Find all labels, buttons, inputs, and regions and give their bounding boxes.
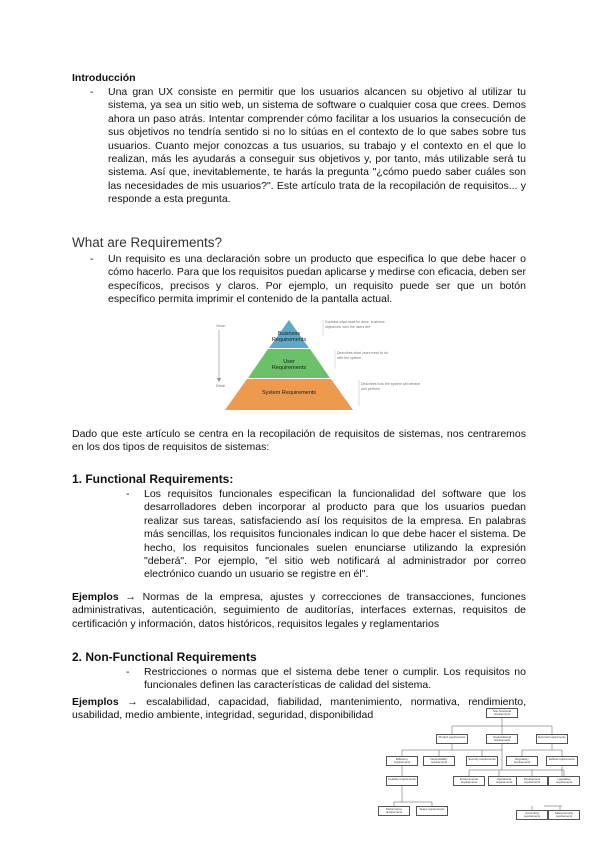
arrow-icon: → [127,696,138,708]
tree-product-node: Product requirements [436,734,468,744]
nonfunctional-examples-label: Ejemplos [72,696,119,708]
tree-performance-node: Performance requirements [378,806,410,816]
bullet-dash: - [126,666,130,678]
tree-root-node: Non-functional requirements [486,708,518,718]
tree-safety-node: Safety/security requirements [548,810,580,820]
tree-accounting-node: Accounting requirements [516,810,548,820]
tree-security-node: Security requirements [466,756,498,766]
functional-text: Los requisitos funcionales especifican la funcionalidad del software que los desarrolladores deben incorporar al producto para que los usuarios puedan realizar sus tareas, satisfaciendo así los requisitos de la empresa. En palabras más sencillas, los requisitos funcionales indican lo que debe hacer el sistema. De hecho, los requisitos funcionales suelen enunciarse utilizando la expresión "deberá". Por ejemplo, "el sitio web notificará al administrador por correo electrónico cuando un usuario se registre en él". [144,488,526,581]
tree-environmental-node: Environmental requirements [453,776,485,786]
pyramid-notes-middle: Describes what users need to do with the system [337,351,388,360]
tree-development-node: Development requirements [516,776,548,786]
requirements-text: Un requisito es una declaración sobre un producto que especifica lo que debe hacer o cómo hacerlo. Para que los requisitos puedan aplicarse y medirse con eficacia, deben ser específicos, precisos y claros. Por ejemplo, un requisito puede ser que un botón específico permita imprimir el contenido de la pantalla actual. [108,253,526,306]
pyramid-notes-bottom: Describes how the system will behave and perform [361,382,421,391]
pyramid-bottom-label: System Requirements [261,390,317,396]
nonfunctional-tree-figure [384,706,580,844]
nonfunctional-examples-text: escalabilidad, capacidad, fiabilidad, mantenimiento, normativa, rendimiento, usabilidad, medio ambiente, integridad, seguridad, disponibilidad [72,696,527,722]
pyramid-middle-label: User Requirements [271,359,307,371]
functional-bullet [126,488,526,582]
tree-dependability-node: Dependability requirements [423,756,455,766]
bullet-dash: - [90,86,94,98]
tree-operational-node: Operational requirements [488,776,520,786]
transition-paragraph: Dado que este artículo se centra en la recopilación de requisitos de sistemas, nos centraremos en los dos tipos de requisitos de sistemas: [72,428,526,454]
tree-space-node: Space requirements [416,806,448,816]
functional-heading: 1. Functional Requirements: [72,472,234,486]
bullet-dash: - [126,488,130,500]
arrow-icon: → [125,591,136,603]
intro-heading: Introducción [72,72,136,84]
pyramid-top-label: Business Requirements [271,331,307,343]
tree-external-node: External requirements [536,734,568,744]
tree-usability-node: Usability requirements [386,776,418,786]
pyramid-notes-top: Explains what must be done, business objectives, who the users are [325,320,385,329]
functional-examples-text: Normas de la empresa, ajustes y correcciones de transacciones, funciones administrativas, autenticación, seguimiento de auditorías, interfaces externas, requisitos de certificación y información, datos históricos, requisitos legales y reglamentarios [72,591,526,630]
tree-organizational-node: Organizational requirements [486,734,518,744]
pyramid-side-top: Vision [216,324,226,328]
pyramid-axis-arrow [217,378,221,382]
functional-examples-label: Ejemplos [72,591,119,603]
nonfunctional-text: Restricciones o normas que el sistema debe tener o cumplir. Los requisitos no funcionales definen las características de calidad del sistema. [144,666,526,692]
functional-examples [72,591,526,631]
requirements-heading: What are Requirements? [72,235,223,250]
requirements-bullet [90,253,526,307]
nonfunctional-bullet [126,666,526,693]
requirements-pyramid-figure [215,318,445,414]
tree-ethical-node: Ethical requirements [546,756,578,766]
nonfunctional-heading: 2. Non-Functional Requirements [72,650,257,664]
intro-text: Una gran UX consiste en permitir que los usuarios alcancen su objetivo al utilizar tu sistema, ya sea un sitio web, un sistema de software o cualquier cosa que crees. Demos ahora un paso atrás. Intentar comprender cómo facilitar a los usuarios la consecución de sus objetivos no tendría sentido si no lo sitúas en el contexto de lo que sabes sobre tus usuarios. Cuanto mejor conozcas a tus usuarios, su trabajo y el contexto en el que lo realizan, más les ayudarás a conseguir sus objetivos y, por tanto, más utilizable será tu sistema. Así que, inevitablemente, te harás la pregunta "¿cómo puedo saber cuáles son las necesidades de mis usuarios?". Este artículo trata de la recopilación de requisitos... y responde a esta pregunta. [108,86,526,206]
pyramid-side-bottom: Detail [216,384,225,388]
bullet-dash: - [90,253,94,265]
tree-efficiency-node: Efficiency requirements [386,756,418,766]
tree-connectors [384,706,580,844]
tree-legislative-node: Legislative requirements [548,776,580,786]
intro-bullet [90,86,526,207]
pyramid-svg [215,318,445,414]
tree-regulatory-node: Regulatory requirements [506,756,538,766]
